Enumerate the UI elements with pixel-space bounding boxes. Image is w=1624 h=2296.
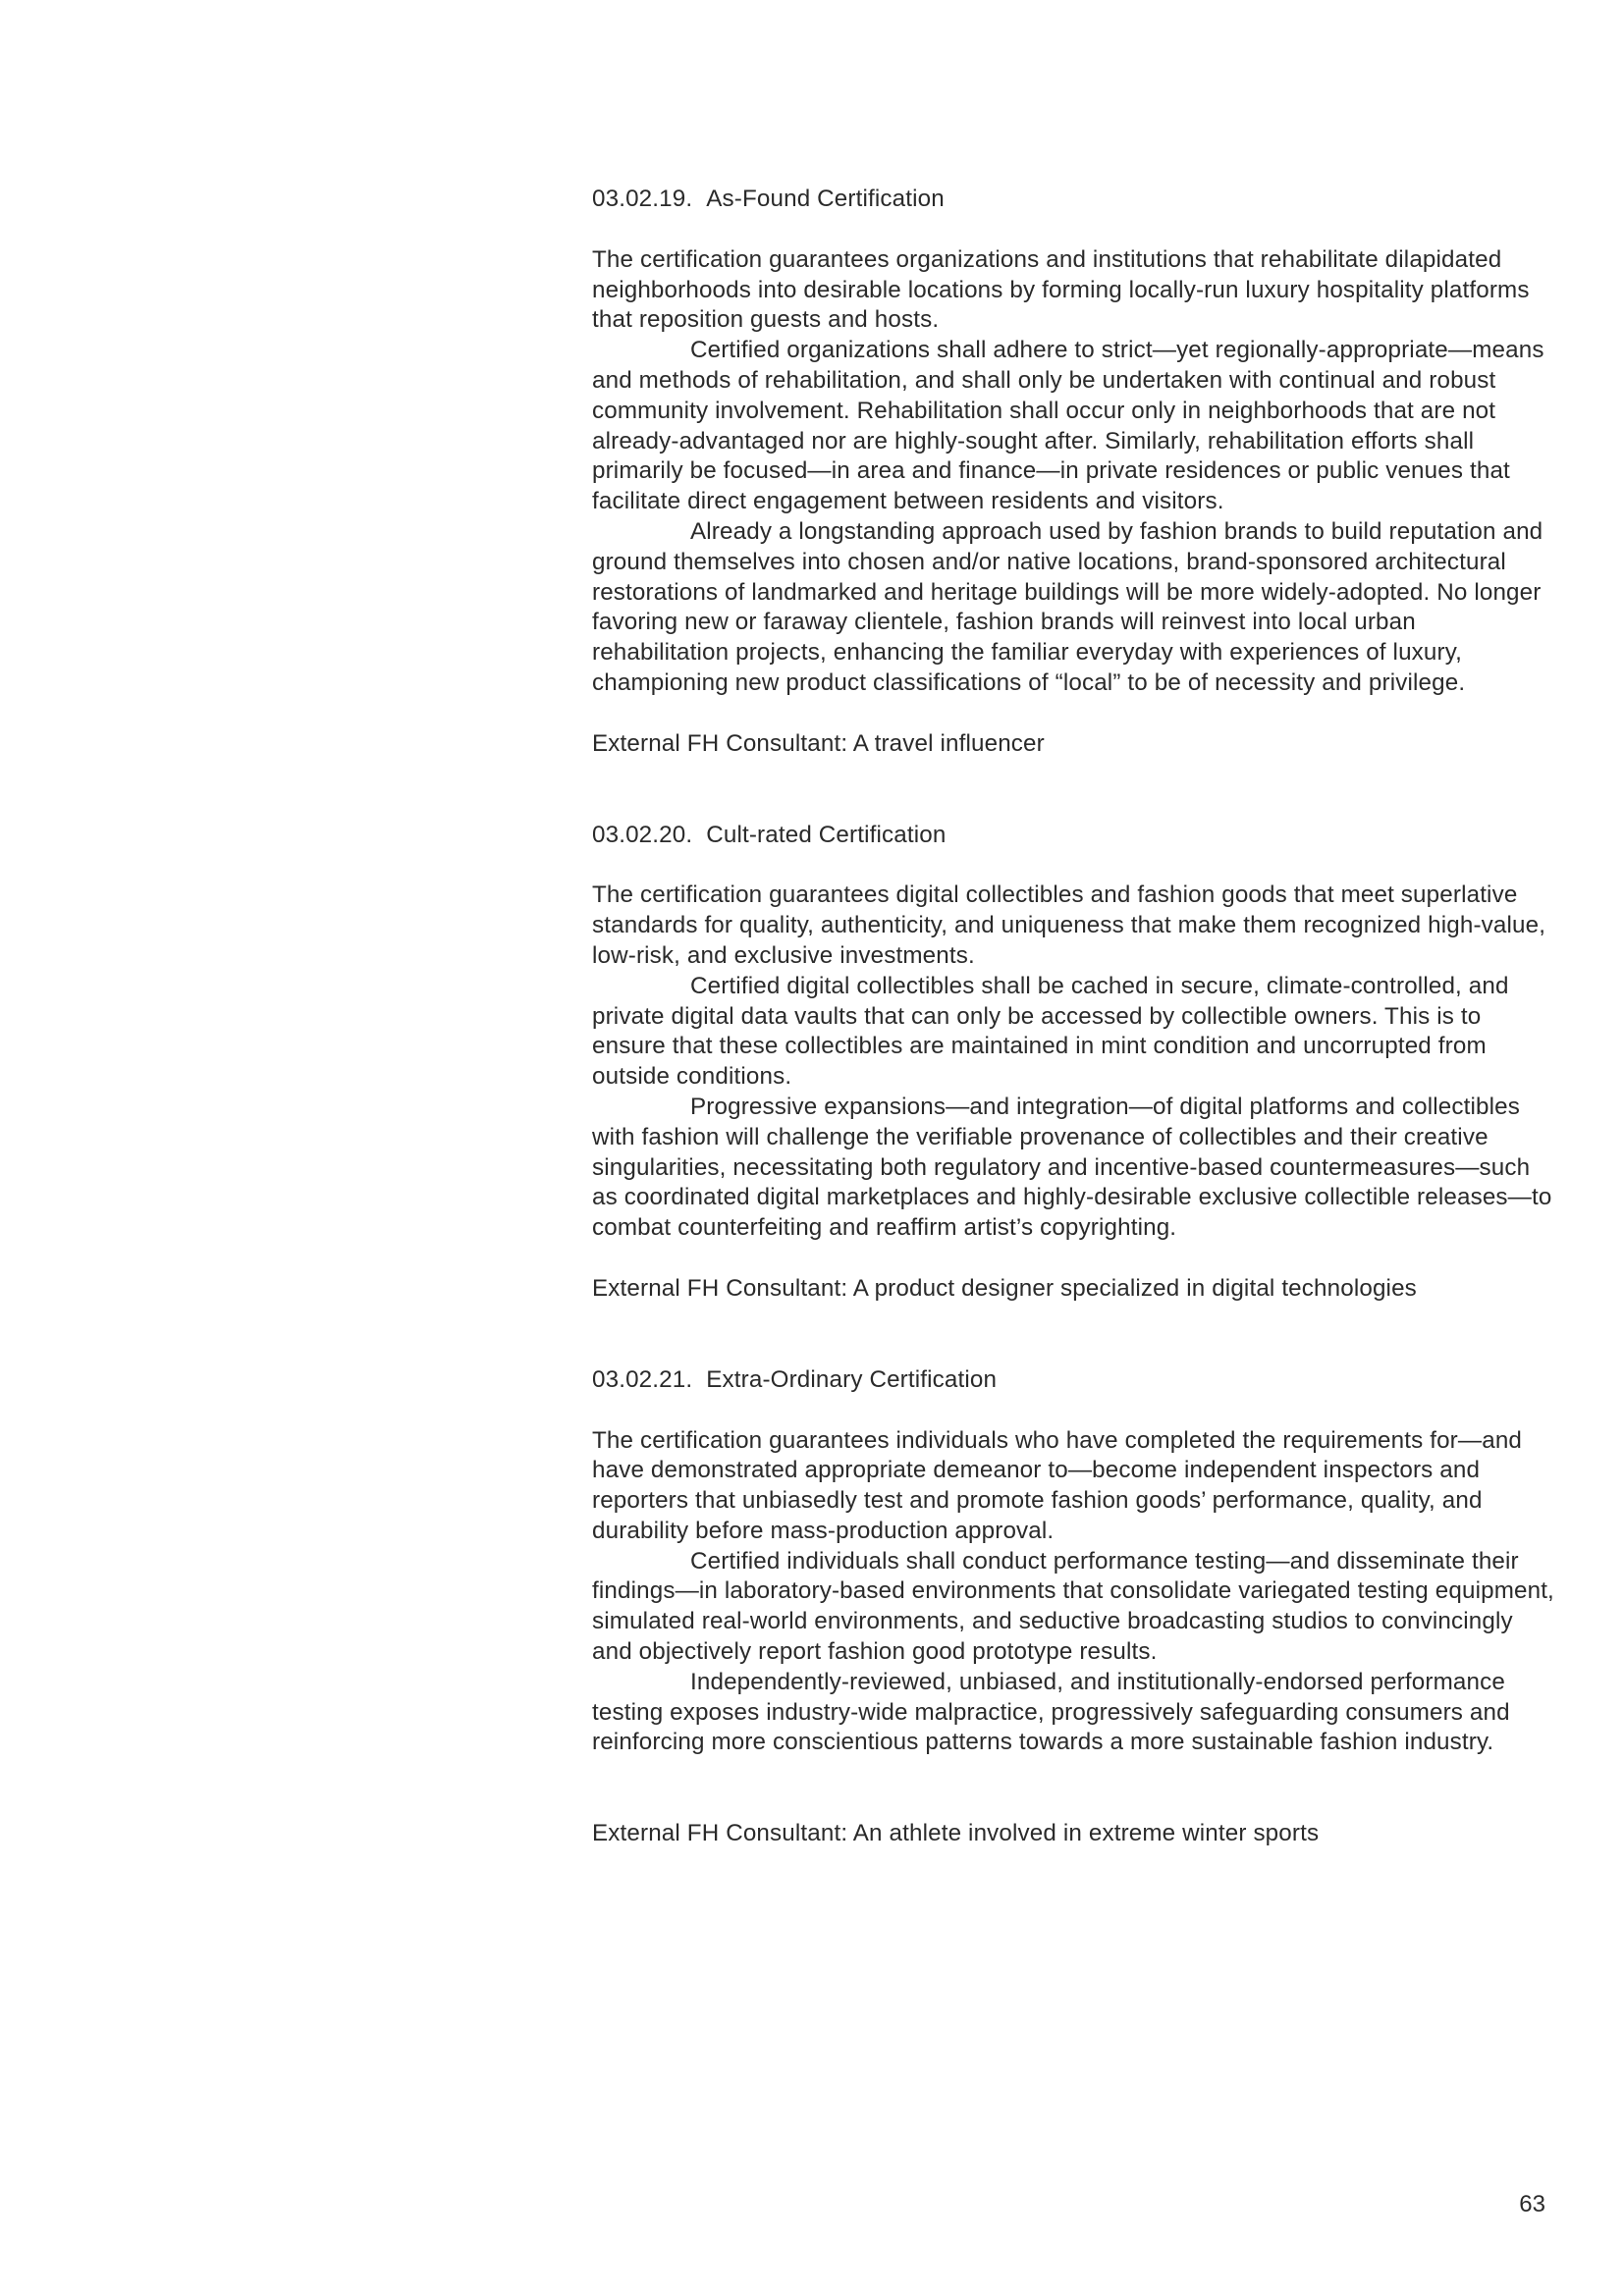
section-title: Cult-rated Certification	[706, 821, 947, 848]
section-heading	[592, 821, 1554, 851]
section-spacer	[592, 1305, 1554, 1365]
paragraph: The certification guarantees digital collectibles and fashion goods that meet superlative standards for quality, authenticity, and uniqueness that make them recognized high-value, low-risk, and exclusive investments.	[592, 881, 1546, 969]
paragraph: Certified organizations shall adhere to strict—yet regionally-appropriate—means and methods of rehabilitation, and shall only be undertaken with continual and robust community involvement. Rehabilitation shall occur only in neighborhoods that are not already-advantaged nor are highly-sought after. Similarly, rehabilitation efforts shall primarily be focused—in area and finance—in private residences or public venues that facilitate direct engagement between residents and visitors.	[592, 337, 1544, 515]
section-extra-ordinary-certification	[592, 1365, 1554, 1849]
section-heading	[592, 185, 1554, 215]
section-spacer	[592, 760, 1554, 821]
page-number: 63	[1519, 2191, 1545, 2217]
paragraph: The certification guarantees organizations and institutions that rehabilitate dilapidated neighborhoods into desirable locations by forming locally-run luxury hospitality platforms that reposition guests and hosts.	[592, 245, 1530, 334]
section-title: As-Found Certification	[706, 186, 945, 212]
document-body	[592, 185, 1554, 1849]
paragraph: Already a longstanding approach used by fashion brands to build reputation and ground themselves into chosen and/or native locations, brand-sponsored architectural restorations of landmarked and heritage buildings will be more widely-adopted. No longer favoring new or faraway clientele, fashion brands will reinvest into local urban rehabilitation projects, enhancing the familiar everyday with experiences of luxury, championing new product classifications of “local” to be of necessity and privilege.	[592, 517, 1543, 696]
paragraph: Certified digital collectibles shall be cached in secure, climate-controlled, and private digital data vaults that can only be accessed by collectible owners. This is to ensure that these collectibles are maintained in mint condition and uncorrupted from outside conditions.	[592, 972, 1509, 1091]
section-cult-rated-certification	[592, 821, 1554, 1305]
section-number: 03.02.19.	[592, 186, 693, 212]
paragraph: The certification guarantees individuals who have completed the requirements for—and have demonstrated appropriate demeanor to—become independent inspectors and reporters that unbiasedly test and promote fashion goods’ performance, quality, and durability before mass-production approval.	[592, 1426, 1523, 1544]
section-heading	[592, 1365, 1554, 1396]
section-number: 03.02.21.	[592, 1365, 693, 1393]
section-as-found-certification	[592, 185, 1554, 760]
paragraph: Independently-reviewed, unbiased, and institutionally-endorsed performance testing exposes industry-wide malpractice, progressively safeguarding consumers and reinforcing more conscientious patterns towards a more sustainable fashion industry.	[592, 1668, 1510, 1756]
section-title: Extra-Ordinary Certification	[706, 1365, 998, 1393]
consultant-line: External FH Consultant: A product designer specialized in digital technologies	[592, 1274, 1417, 1302]
paragraph: Progressive expansions—and integration—of digital platforms and collectibles with fashion will challenge the verifiable provenance of collectibles and their creative singularities, necessitating both regulatory and incentive-based countermeasures—such as coordinated digital marketplaces and highly-desirable exclusive collectible releases—to combat counterfeiting and reaffirm artist’s copyrighting.	[592, 1093, 1552, 1242]
section-number: 03.02.20.	[592, 821, 693, 848]
paragraph: Certified individuals shall conduct performance testing—and disseminate their findings—in laboratory-based environments that consolidate variegated testing equipment, simulated real-world environments, and seductive broadcasting studios to convincingly and objectively report fashion good prototype results.	[592, 1547, 1554, 1666]
consultant-line: External FH Consultant: An athlete involved in extreme winter sports	[592, 1820, 1320, 1847]
consultant-line: External FH Consultant: A travel influencer	[592, 729, 1045, 757]
